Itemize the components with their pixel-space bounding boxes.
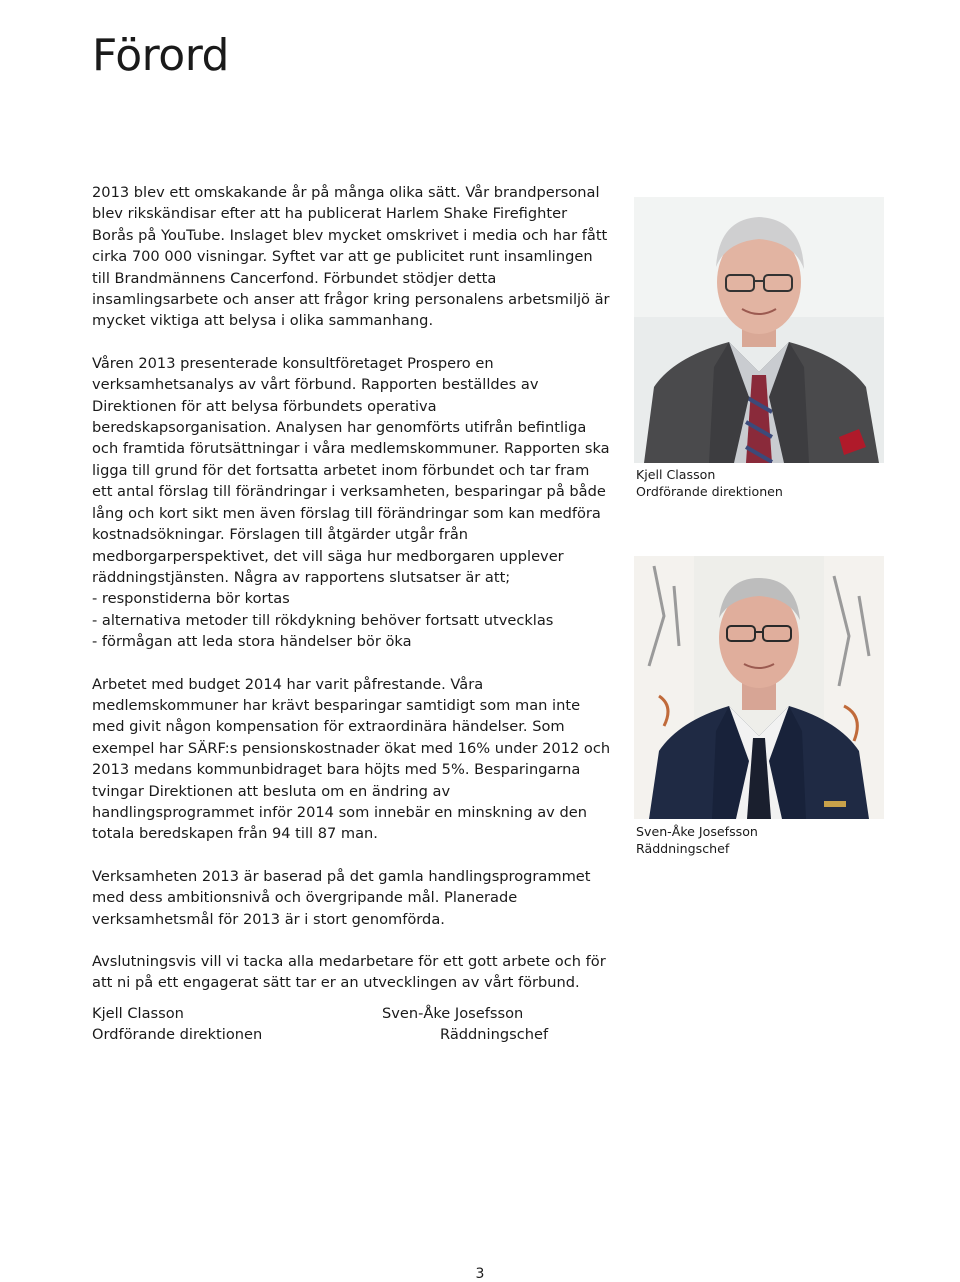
paragraph-analysis: Våren 2013 presenterade konsultföretaget Prospero en verksamhetsanalys av vårt förbund. Rapporten beställdes av Direktionen för att belysa förbundets operativa beredskapsorganisation. Analysen har genomförts utifrån befintliga och framtida förutsättningar i våra medlemskommuner. Rapporten ska ligga till grund för det fortsatta arbetet inom förbundet och tar fram ett antal förslag till förändringar i verksamheten, besparingar på både lång och kort sikt men även förslag till förändringar som kan medföra kostnadsökningar. Förslagen till åtgärder utgår från medborgarperspektivet, det vill säga hur medborgaren upplever räddningstjänsten. Några av rapportens slutsatser är att;	[92, 354, 610, 586]
page-title: Förord	[92, 30, 229, 81]
paragraph-closing: Avslutningsvis vill vi tacka alla medarbetare för ett gott arbete och för att ni på ett engagerat sätt tar er an utvecklingen av vårt förbund.	[92, 953, 606, 992]
page-number: 3	[475, 1266, 485, 1282]
portrait-photo-kjell-classon	[634, 197, 884, 463]
portrait-sven-ake-josefsson-image	[634, 556, 884, 819]
caption-name: Sven-Åke Josefsson	[636, 824, 758, 839]
list-item: - alternativa metoder till rökdykning behöver fortsatt utvecklas	[92, 611, 554, 629]
signature-role: Ordförande direktionen	[92, 1026, 263, 1044]
paragraph-operations: Verksamheten 2013 är baserad på det gamla handlingsprogrammet med dess ambitionsnivå och övergripande mål. Planerade verksamhetsmål för 2013 är i stort genomförda.	[92, 867, 591, 928]
list-item: - förmågan att leda stora händelser bör öka	[92, 633, 412, 651]
conclusions-list	[92, 588, 612, 652]
signature-sven-ake-josefsson	[382, 1003, 548, 1046]
paragraph-intro: 2013 blev ett omskakande år på många olika sätt. Vår brandpersonal blev rikskändisar efter att ha publicerat Harlem Shake Firefighter Borås på YouTube. Inslaget blev mycket omskrivet i media och har fått cirka 700 000 visningar. Syftet var att ge publicitet runt insamlingen till Brandmännens Cancerfond. Förbundet stödjer detta insamlingsarbete och anser att frågor kring personalens arbetsmiljö är mycket viktiga att belysa i olika sammanhang.	[92, 184, 610, 330]
paragraph-budget: Arbetet med budget 2014 har varit påfrestande. Våra medlemskommuner har krävt besparingar samtidigt som man inte med givit någon kompensation för extraordinära händelser. Som exempel har SÄRF:s pensionskostnader ökat med 16% under 2012 och 2013 medans kommunbidraget bara höjts med 5%. Besparingarna tvingar Direktionen att besluta om en ändring av handlingsprogrammet inför 2014 som innebär en minskning av den totala beredskapen från 94 till 87 man.	[92, 675, 611, 843]
caption-role: Räddningschef	[636, 841, 730, 856]
photo-caption-sven-ake-josefsson	[636, 823, 758, 857]
caption-name: Kjell Classon	[636, 467, 716, 482]
portrait-kjell-classon-image	[634, 197, 884, 463]
list-item: - responstiderna bör kortas	[92, 590, 290, 608]
portrait-photo-sven-ake-josefsson	[634, 556, 884, 819]
photo-caption-kjell-classon	[636, 466, 783, 500]
caption-role: Ordförande direktionen	[636, 484, 783, 499]
signature-role: Räddningschef	[440, 1026, 549, 1044]
signature-name: Sven-Åke Josefsson	[382, 1005, 524, 1022]
signature-kjell-classon	[92, 1003, 262, 1046]
signature-name: Kjell Classon	[92, 1005, 184, 1022]
body-text	[92, 182, 612, 1015]
